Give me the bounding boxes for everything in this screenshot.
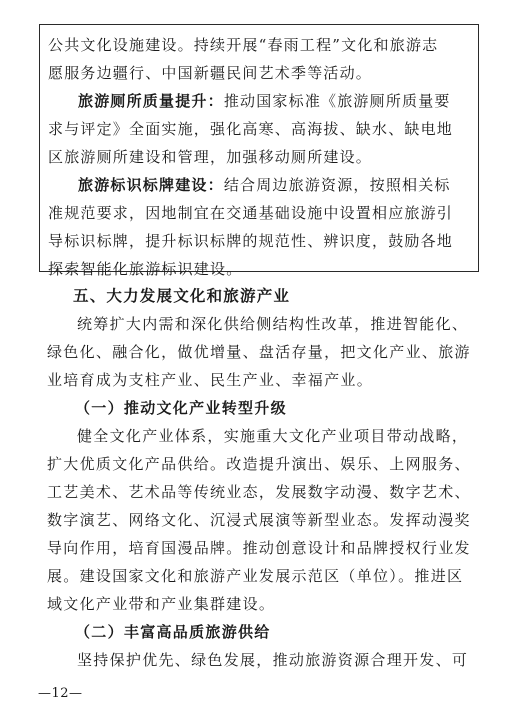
box-text-line: 导标识标牌，提升标识标牌的规范性、辨识度，鼓励各地	[48, 232, 454, 250]
subsection-heading: （一）推动文化产业转型升级	[75, 399, 287, 417]
box-text-line: 区旅游厕所建设和管理，加强移动厕所建设。	[48, 148, 373, 166]
subsection-two	[47, 618, 487, 674]
box-toilet-paragraph	[48, 87, 470, 115]
box-toilet-lead: 旅游厕所质量提升：	[78, 92, 224, 110]
paragraph-line: 导向作用，培育国漫品牌。推动创意设计和品牌授权行业发	[47, 539, 471, 557]
box-sign-paragraph	[48, 171, 470, 199]
boxed-notice	[39, 24, 479, 278]
paragraph-line: 统筹扩大内需和深化供给侧结构性改革，推进智能化、	[77, 315, 469, 333]
box-text-line: 公共文化设施建设。持续开展“春雨工程”文化和旅游志	[48, 36, 439, 54]
paragraph-line: 健全文化产业体系，实施重大文化产业项目带动战略，	[77, 427, 469, 445]
subsection-one	[47, 394, 487, 618]
paragraph-line: 绿色化、融合化，做优增量、盘活存量，把文化产业、旅游	[47, 343, 471, 361]
subsection-heading: （二）丰富高品质旅游供给	[75, 623, 271, 641]
box-text-line: 准规范要求，因地制宜在交通基础设施中设置相应旅游引	[48, 204, 454, 222]
box-text-line: 求与评定》全面实施，强化高寒、高海拔、缺水、缺电地	[48, 120, 454, 138]
paragraph-line: 工艺美术、艺术品等传统业态，发展数字动漫、数字艺术、	[47, 483, 471, 501]
section-five	[47, 282, 487, 394]
paragraph-line: 数字演艺、网络文化、沉浸式展演等新型业态。发挥动漫奖	[47, 511, 471, 529]
box-text-line: 推动国家标准《旅游厕所质量要	[223, 92, 451, 110]
box-text-line: 结合周边旅游资源，按照相关标	[223, 176, 451, 194]
paragraph-line: 域文化产业带和产业集群建设。	[47, 595, 276, 613]
paragraph-line: 业培育成为支柱产业、民生产业、幸福产业。	[47, 371, 374, 389]
paragraph-line: 展。建设国家文化和旅游产业发展示范区（单位）。推进区	[47, 567, 464, 585]
paragraph-line: 坚持保护优先、绿色发展，推动旅游资源合理开发、可	[77, 651, 469, 669]
section-heading: 五、大力发展文化和旅游产业	[73, 286, 291, 305]
box-sign-lead: 旅游标识标牌建设：	[78, 176, 224, 194]
paragraph-line: 扩大优质文化产品供给。改造提升演出、娱乐、上网服务、	[47, 455, 471, 473]
box-text-line: 探索智能化旅游标识建设。	[48, 260, 243, 278]
box-text-line: 愿服务边疆行、中国新疆民间艺术季等活动。	[48, 64, 373, 82]
page-number: —12—	[38, 686, 83, 701]
